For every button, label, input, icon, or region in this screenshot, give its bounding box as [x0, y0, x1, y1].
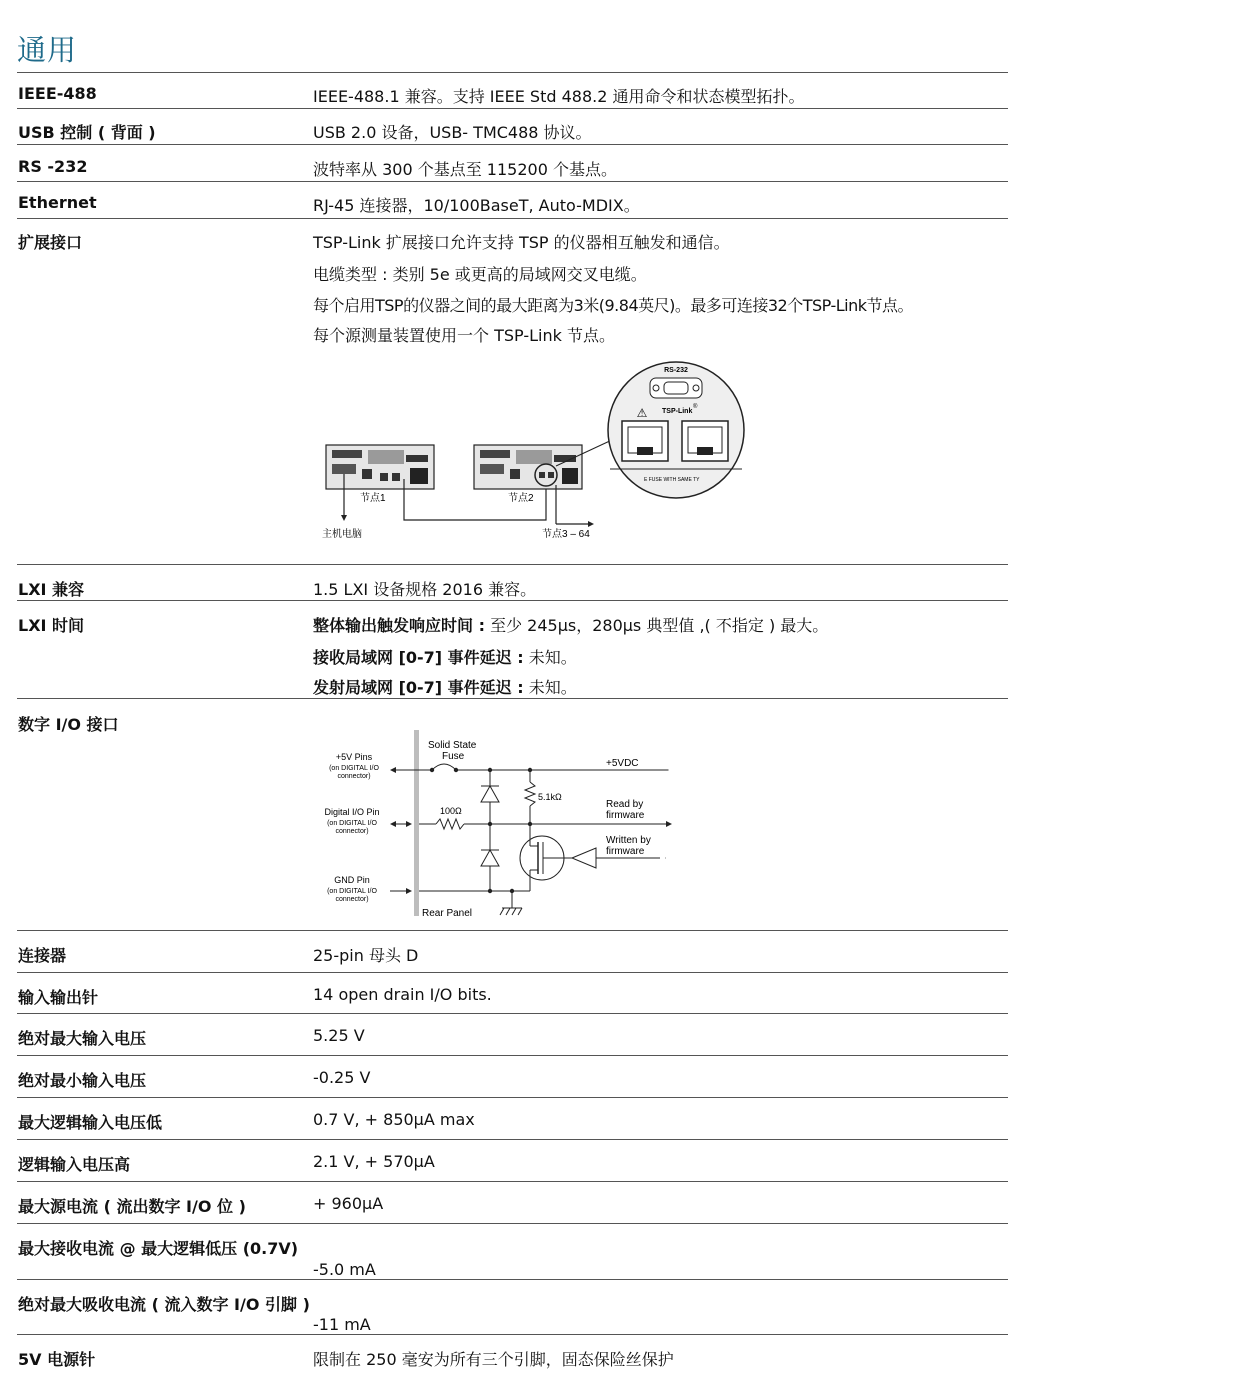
- tsp-link-reg: ®: [693, 404, 698, 410]
- digital-io-pin-label: (on DIGITAL I/O: [327, 820, 377, 827]
- timing-text: 未知。: [523, 678, 577, 697]
- instrument-node1-icon: [326, 445, 434, 489]
- table-rule: [17, 1223, 1008, 1224]
- row-label-io-pins: 输入输出针: [18, 988, 99, 1007]
- tsp-link-port-zoom: [608, 362, 744, 498]
- gnd-pin-label: (on DIGITAL I/O: [327, 888, 377, 895]
- row-label-abs-min-input: 绝对最小输入电压: [18, 1071, 147, 1090]
- table-rule: [17, 1055, 1008, 1056]
- row-label-lxi-timing: LXI 时间: [18, 616, 85, 635]
- row-value-rs232: 波特率从 300 个基点至 115200 个基点。: [313, 160, 617, 179]
- row-label-ethernet: Ethernet: [18, 193, 97, 212]
- digital-io-schematic: [310, 728, 690, 923]
- resistor-5k1-label: 5.1kΩ: [538, 792, 562, 802]
- pin-5v-label: +5V Pins: [335, 752, 373, 762]
- timing-term: 发射局域网 [0-7] 事件延迟 :: [313, 678, 524, 697]
- table-rule: [17, 181, 1008, 182]
- tsp-link-label: TSP-Link: [662, 408, 693, 415]
- host-computer-label: 主机电脑: [322, 529, 362, 540]
- row-value-lxi: 1.5 LXI 设备规格 2016 兼容。: [313, 580, 537, 599]
- ground-icon: [500, 908, 522, 915]
- timing-term: 整体输出触发响应时间 :: [313, 616, 485, 635]
- row-value-max-logic-low: 0.7 V, + 850μA max: [313, 1110, 475, 1129]
- row-value-abs-max-input: 5.25 V: [313, 1026, 365, 1045]
- node1-label: 节点1: [360, 493, 386, 504]
- table-rule: [17, 1013, 1008, 1014]
- row-value-ieee488: IEEE-488.1 兼容。支持 IEEE Std 488.2 通用命令和状态模型拓扑。: [313, 87, 805, 106]
- row-value-expansion-line: TSP-Link 扩展接口允许支持 TSP 的仪器相互触发和通信。: [313, 233, 730, 252]
- row-value-logic-high: 2.1 V, + 570μA: [313, 1152, 435, 1171]
- row-value-expansion-line: 电缆类型 : 类别 5e 或更高的局域网交叉电缆。: [313, 265, 647, 284]
- pin-5v-label: (on DIGITAL I/O: [329, 765, 379, 772]
- table-rule: [17, 1334, 1008, 1335]
- read-by-firmware-label: firmware: [606, 810, 645, 821]
- row-label-expansion: 扩展接口: [18, 233, 83, 252]
- fuse-label: Fuse: [442, 751, 465, 762]
- rear-panel-label: Rear Panel: [422, 908, 473, 919]
- digital-io-pin-label: connector): [335, 828, 369, 835]
- row-label-connector: 连接器: [18, 946, 67, 965]
- read-by-firmware-label: Read by: [606, 799, 644, 810]
- row-label-max-source-current: 最大源电流 ( 流出数字 I/O 位 ): [18, 1197, 246, 1216]
- row-label-5v-pins: 5V 电源针: [18, 1350, 96, 1369]
- table-rule: [17, 1139, 1008, 1140]
- table-rule: [17, 1097, 1008, 1098]
- row-value-lxi-timing-line: [313, 613, 828, 636]
- table-rule: [17, 108, 1008, 109]
- written-by-firmware-label: Written by: [606, 835, 651, 846]
- table-rule: [17, 218, 1008, 219]
- row-label-abs-max-input: 绝对最大输入电压: [18, 1029, 147, 1048]
- row-label-logic-high: 逻辑输入电压高: [18, 1155, 131, 1174]
- row-label-usb: USB 控制 ( 背面 ): [18, 123, 156, 142]
- row-value-abs-min-input: -0.25 V: [313, 1068, 371, 1087]
- rs232-port-label: RS-232: [664, 367, 688, 374]
- row-value-ethernet: RJ-45 连接器，10/100BaseT, Auto-MDIX。: [313, 196, 640, 215]
- row-value-5v-pins: 限制在 250 毫安为所有三个引脚，固态保险丝保护: [313, 1350, 674, 1369]
- row-value-max-source-current: + 960μA: [313, 1194, 384, 1213]
- timing-text: 未知。: [523, 648, 577, 667]
- row-value-connector: 25-pin 母头 D: [313, 946, 419, 965]
- table-rule: [17, 930, 1008, 931]
- row-value-lxi-timing-line: [313, 645, 577, 668]
- row-label-rs232: RS -232: [18, 157, 88, 176]
- instrument-node2-icon: [474, 445, 582, 489]
- written-by-firmware-label: firmware: [606, 846, 645, 857]
- row-label-digital-io: 数字 I/O 接口: [18, 715, 119, 734]
- row-value-abs-max-sink: -11 mA: [313, 1315, 371, 1334]
- table-rule: [17, 564, 1008, 565]
- table-rule: [17, 72, 1008, 73]
- vdc-label: +5VDC: [606, 758, 639, 769]
- timing-text: 至少 245μs，280μs 典型值 ,( 不指定 ) 最大。: [484, 616, 829, 635]
- row-label-lxi: LXI 兼容: [18, 580, 85, 599]
- resistor-100-label: 100Ω: [440, 806, 462, 816]
- row-label-max-logic-low: 最大逻辑输入电压低: [18, 1113, 163, 1132]
- row-value-usb: USB 2.0 设备，USB- TMC488 协议。: [313, 123, 592, 142]
- tsp-link-diagram: [310, 355, 750, 545]
- table-rule: [17, 1181, 1008, 1182]
- timing-term: 接收局域网 [0-7] 事件延迟 :: [313, 648, 524, 667]
- row-value-expansion-line: 每个启用TSP的仪器之间的最大距离为3米(9.84英尺)。最多可连接32个TSP-Link节点。: [313, 296, 913, 315]
- node2-label: 节点2: [508, 493, 534, 504]
- row-label-abs-max-sink: 绝对最大吸收电流 ( 流入数字 I/O 引脚 ): [18, 1295, 310, 1314]
- gnd-pin-label: GND Pin: [334, 875, 370, 885]
- row-value-expansion-line: 每个源测量装置使用一个 TSP-Link 节点。: [313, 326, 615, 345]
- row-value-max-sink-current: -5.0 mA: [313, 1260, 376, 1279]
- fuse-label: Solid State: [428, 740, 477, 751]
- table-rule: [17, 698, 1008, 699]
- pin-5v-label: connector): [337, 773, 371, 780]
- table-rule: [17, 600, 1008, 601]
- table-rule: [17, 144, 1008, 145]
- row-label-ieee488: IEEE-488: [18, 84, 97, 103]
- fuse-label: E FUSE WITH SAME TY: [644, 477, 700, 483]
- table-rule: [17, 1279, 1008, 1280]
- row-value-lxi-timing-line: [313, 675, 577, 698]
- gnd-pin-label: connector): [335, 896, 369, 903]
- digital-io-pin-label: Digital I/O Pin: [324, 807, 380, 817]
- row-label-max-sink-current: 最大接收电流 @ 最大逻辑低压 (0.7V): [18, 1239, 299, 1258]
- nodes-more-label: 节点3 – 64: [542, 529, 590, 540]
- page-title: 通用: [17, 33, 78, 67]
- table-rule: [17, 972, 1008, 973]
- row-value-io-pins: 14 open drain I/O bits.: [313, 985, 492, 1004]
- warning-icon: ⚠: [636, 406, 648, 420]
